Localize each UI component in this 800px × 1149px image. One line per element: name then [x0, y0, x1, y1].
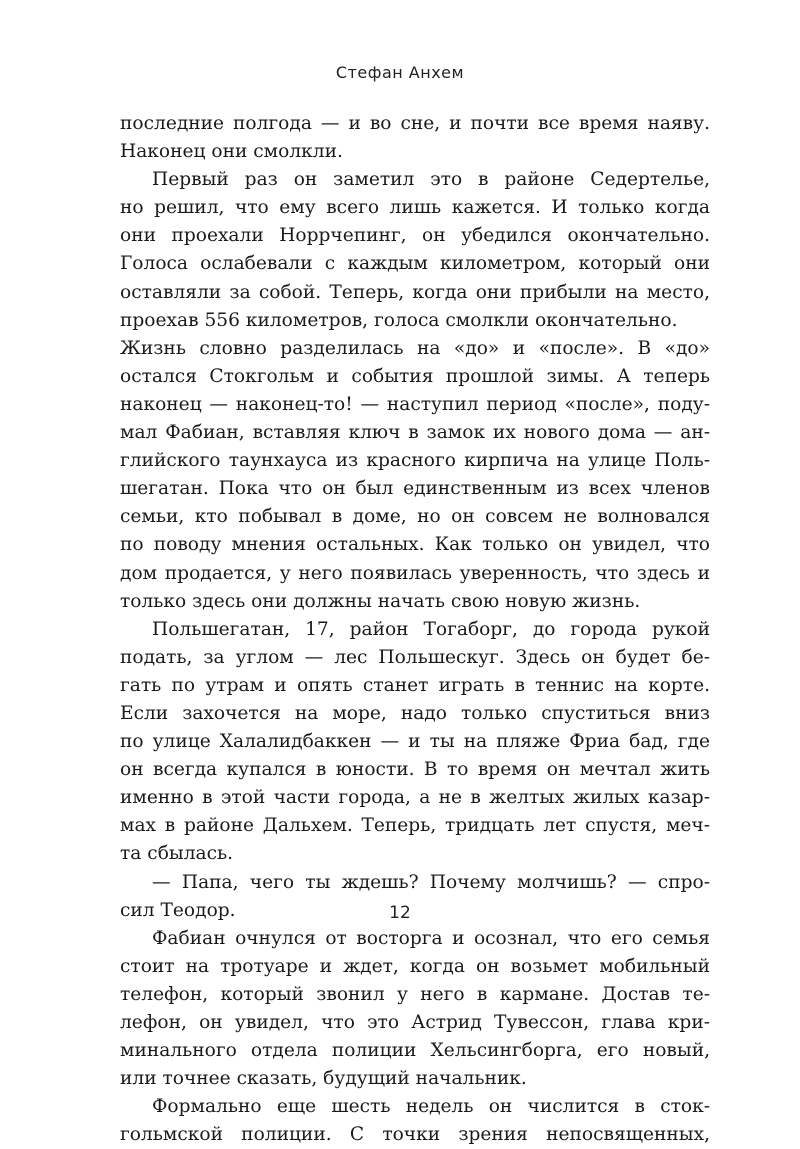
- text-line: глийского таунхауса из красного кирпича на улице Поль-: [120, 450, 710, 472]
- text-line: Голоса ослабевали с каждым километром, который они: [120, 253, 710, 275]
- text-line: он всегда купался в юности. В то время он мечтал жить: [120, 759, 710, 781]
- text-line: Если захочется на море, надо только спуститься вниз: [120, 702, 710, 724]
- text-line: Формально еще шесть недель он числится в сток-: [152, 1096, 710, 1118]
- text-line: дом продается, у него появилась уверенность, что здесь и: [120, 562, 710, 584]
- text-line: последние полгода — и во сне, и почти все время наяву.: [120, 113, 710, 134]
- text-line: Фабиан очнулся от восторга и осознал, что его семья: [152, 927, 710, 949]
- text-line: но решил, что ему всего лишь кажется. И только когда: [120, 197, 710, 219]
- text-line: шегатан. Пока что он был единственным из всех членов: [120, 478, 710, 500]
- text-line: мах в районе Дальхем. Теперь, тридцать лет спустя, меч-: [120, 815, 710, 837]
- text-line: Польшегатан, 17, район Тогаборг, до города рукой: [152, 618, 710, 640]
- text-line: по улице Халалидбаккен — и ты на пляже Фриа бад, где: [120, 731, 710, 753]
- text-line: именно в этой части города, а не в желтых жилых казар-: [120, 787, 710, 809]
- text-line: та сбылась.: [120, 843, 234, 865]
- text-line: Жизнь словно разделилась на «до» и «после». В «до»: [120, 337, 710, 359]
- text-line: минального отдела полиции Хельсингборга, его новый,: [120, 1040, 710, 1062]
- body-text: [120, 110, 710, 1149]
- text-line: сил Теодор.: [120, 899, 236, 921]
- text-line: Первый раз он заметил это в районе Седертелье,: [152, 169, 710, 191]
- text-line: Наконец они смолкли.: [120, 141, 343, 163]
- text-line: остался Стокгольм и события прошлой зимы. А теперь: [120, 365, 710, 387]
- text-line: оставляли за собой. Теперь, когда они прибыли на место,: [120, 281, 710, 303]
- text-line: семьи, кто побывал в доме, но он совсем не волновался: [120, 506, 710, 528]
- text-line: по поводу мнения остальных. Как только он увидел, что: [120, 534, 710, 556]
- text-line: они проехали Норрчепинг, он убедился окончательно.: [120, 225, 710, 247]
- text-line: подать, за углом — лес Польшескуг. Здесь он будет бе-: [120, 646, 710, 668]
- text-line: гольмской полиции. С точки зрения непосвященных,: [120, 1124, 710, 1146]
- text-line: мал Фабиан, вставляя ключ в замок их нового дома — ан-: [120, 422, 710, 444]
- running-head: Стефан Анхем: [335, 63, 465, 82]
- text-line: проехав 556 километров, голоса смолкли окончательно.: [120, 309, 678, 331]
- text-line: стоит на тротуаре и ждет, когда он возьмет мобильный: [120, 955, 710, 977]
- text-line: — Папа, чего ты ждешь? Почему молчишь? — спро-: [152, 871, 710, 893]
- text-line: или точнее сказать, будущий начальник.: [120, 1068, 527, 1090]
- page-number: 12: [389, 903, 411, 923]
- text-line: лефон, он увидел, что это Астрид Тувессон, глава кри-: [120, 1012, 710, 1033]
- text-line: только здесь они должны начать свою новую жизнь.: [120, 590, 641, 612]
- text-line: гать по утрам и опять станет играть в теннис на корте.: [120, 674, 710, 696]
- text-line: наконец — наконец-то! — наступил период «после», поду-: [120, 393, 710, 415]
- text-line: телефон, который звонил у него в кармане. Достав те-: [120, 983, 710, 1005]
